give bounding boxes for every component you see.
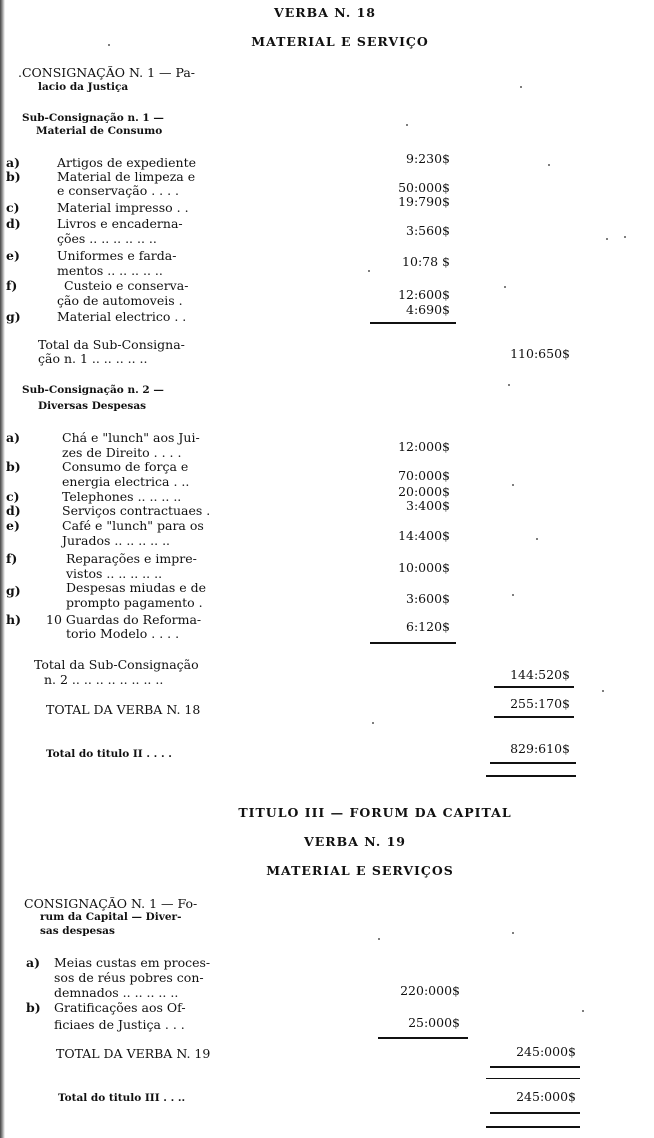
item-letter: c)	[6, 200, 20, 215]
item-description: torio Modelo . . . .	[66, 626, 180, 641]
subtotal-rule	[370, 642, 456, 644]
item-value: 50:000$	[398, 180, 450, 195]
forum-consignacao-title-cont: rum da Capital — Diver-	[40, 911, 182, 923]
forum-consignacao-title: CONSIGNAÇÃO N. 1 — Fo-	[24, 896, 198, 911]
item-description: Telephones .. .. .. ..	[62, 489, 182, 504]
sub-consignacao-1-title: Sub-Consignação n. 1 —	[22, 112, 164, 124]
item-value: 3:600$	[406, 591, 450, 606]
print-speck	[602, 690, 604, 692]
item-description: ções .. .. .. .. .. ..	[57, 231, 157, 246]
item-letter: a)	[26, 955, 41, 970]
print-speck	[508, 384, 510, 386]
item-letter: d)	[6, 503, 21, 518]
print-speck	[512, 484, 514, 486]
titulo-3-total-label: Total do titulo III . . ..	[58, 1092, 186, 1104]
item-value: 19:790$	[398, 194, 450, 209]
sub-2-total-value: 144:520$	[510, 667, 570, 682]
item-value: 3:400$	[406, 498, 450, 513]
sub-1-total-label-cont: ção n. 1 .. .. .. .. ..	[38, 351, 148, 366]
item-description: ção de automoveis .	[57, 293, 183, 308]
print-speck	[512, 594, 514, 596]
verba-18-heading: VERBA N. 18	[274, 5, 376, 20]
item-value: 12:600$	[398, 287, 450, 302]
sub-consignacao-2-title: Sub-Consignação n. 2 —	[22, 384, 164, 396]
print-speck	[512, 932, 514, 934]
item-letter: f)	[6, 278, 18, 293]
total-rule	[494, 716, 574, 718]
consignacao-1-title-cont: lacio da Justiça	[38, 81, 129, 93]
item-letter: g)	[6, 583, 21, 598]
print-speck	[368, 270, 370, 272]
item-letter: h)	[6, 612, 22, 627]
item-description: Consumo de força e	[62, 459, 189, 474]
item-description: Material electrico . .	[57, 309, 187, 324]
print-speck	[108, 44, 110, 46]
item-value: 14:400$	[398, 528, 450, 543]
item-description: Café e "lunch" para os	[62, 518, 204, 533]
subtotal-rule	[378, 1037, 468, 1039]
item-value: 4:690$	[406, 302, 450, 317]
item-letter: c)	[6, 489, 20, 504]
print-speck	[582, 1010, 584, 1012]
page-edge-shadow	[0, 0, 5, 1138]
item-letter: a)	[6, 430, 21, 445]
item-value: 70:000$	[398, 468, 450, 483]
item-letter: b)	[26, 1000, 41, 1015]
consignacao-1-title: .CONSIGNAÇÃO N. 1 — Pa-	[18, 65, 195, 80]
sub-1-total-label: Total da Sub-Consigna-	[38, 337, 185, 352]
item-description: Serviços contractuaes .	[62, 503, 211, 518]
item-description: prompto pagamento .	[66, 595, 203, 610]
item-description: Despesas miudas e de	[66, 580, 207, 595]
total-double-rule	[486, 1126, 580, 1128]
item-value: 3:560$	[406, 223, 450, 238]
item-letter: e)	[6, 518, 20, 533]
total-double-rule	[490, 1112, 580, 1114]
titulo-2-total-label: Total do titulo II . . . .	[46, 748, 172, 760]
total-double-rule	[490, 762, 576, 764]
total-double-rule	[486, 775, 576, 777]
print-speck	[378, 938, 380, 940]
print-speck	[520, 86, 522, 88]
item-description: Livros e encaderna-	[57, 216, 183, 231]
item-description: Uniformes e farda-	[57, 248, 177, 263]
verba-19-total-value: 245:000$	[516, 1044, 576, 1059]
item-description: Reparações e impre-	[66, 551, 197, 566]
verba-18-subheading: MATERIAL E SERVIÇO	[251, 34, 429, 49]
sub-2-total-label: Total da Sub-Consignação	[34, 657, 199, 672]
item-letter: e)	[6, 248, 20, 263]
item-description: Artigos de expediente	[57, 155, 197, 170]
item-description: sos de réus pobres con-	[54, 970, 204, 985]
item-description: demnados .. .. .. .. ..	[54, 985, 179, 1000]
print-speck	[606, 238, 608, 240]
item-description: zes de Direito . . . .	[62, 445, 182, 460]
print-speck	[372, 722, 374, 724]
total-rule	[494, 686, 574, 688]
item-description: Material impresso . .	[57, 200, 189, 215]
item-value: 12:000$	[398, 439, 450, 454]
item-description: ficiaes de Justiça . . .	[54, 1017, 185, 1032]
verba-18-total-value: 255:170$	[510, 696, 570, 711]
titulo-3-total-value: 245:000$	[516, 1089, 576, 1104]
verba-19-total-label: TOTAL DA VERBA N. 19	[56, 1046, 211, 1061]
item-value: 25:000$	[408, 1015, 460, 1030]
print-speck	[406, 124, 408, 126]
item-description: e conservação . . . .	[57, 183, 180, 198]
item-description: energia electrica . ..	[62, 474, 190, 489]
item-value: 9:230$	[406, 151, 450, 166]
item-description: 10 Guardas do Reforma-	[46, 612, 202, 627]
subtotal-rule	[370, 322, 456, 324]
item-description: vistos .. .. .. .. ..	[66, 566, 163, 581]
total-rule	[490, 1066, 580, 1068]
forum-consignacao-title-cont2: sas despesas	[40, 925, 115, 937]
verba-18-total-label: TOTAL DA VERBA N. 18	[46, 702, 201, 717]
titulo-3-heading: TITULO III — FORUM DA CAPITAL	[238, 805, 512, 820]
item-description: Meias custas em proces-	[54, 955, 211, 970]
verba-19-subheading: MATERIAL E SERVIÇOS	[266, 863, 454, 878]
item-description: Material de limpeza e	[57, 169, 196, 184]
print-speck	[548, 164, 550, 166]
item-letter: b)	[6, 459, 21, 474]
item-value: 220:000$	[400, 983, 460, 998]
item-letter: b)	[6, 169, 21, 184]
item-value: 6:120$	[406, 619, 450, 634]
item-letter: d)	[6, 216, 21, 231]
print-speck	[536, 538, 538, 540]
item-letter: g)	[6, 309, 21, 324]
item-description: mentos .. .. .. .. ..	[57, 263, 163, 278]
print-speck	[504, 286, 506, 288]
total-rule	[486, 1078, 580, 1079]
sub-consignacao-2-subtitle: Diversas Despesas	[38, 400, 147, 412]
item-description: Chá e "lunch" aos Jui-	[62, 430, 200, 445]
item-description: Jurados .. .. .. .. ..	[62, 533, 171, 548]
print-speck	[624, 236, 626, 238]
item-value: 10:000$	[398, 560, 450, 575]
item-description: Custeio e conserva-	[64, 278, 189, 293]
item-letter: a)	[6, 155, 21, 170]
verba-19-heading: VERBA N. 19	[304, 834, 406, 849]
titulo-2-total-value: 829:610$	[510, 741, 570, 756]
item-value: 10:78 $	[402, 254, 450, 269]
sub-consignacao-1-subtitle: Material de Consumo	[36, 125, 163, 137]
sub-2-total-label-cont: n. 2 .. .. .. .. .. .. .. ..	[44, 672, 164, 687]
item-value: 20:000$	[398, 484, 450, 499]
sub-1-total-value: 110:650$	[510, 346, 570, 361]
item-description: Gratificações aos Of-	[54, 1000, 186, 1015]
item-letter: f)	[6, 551, 18, 566]
